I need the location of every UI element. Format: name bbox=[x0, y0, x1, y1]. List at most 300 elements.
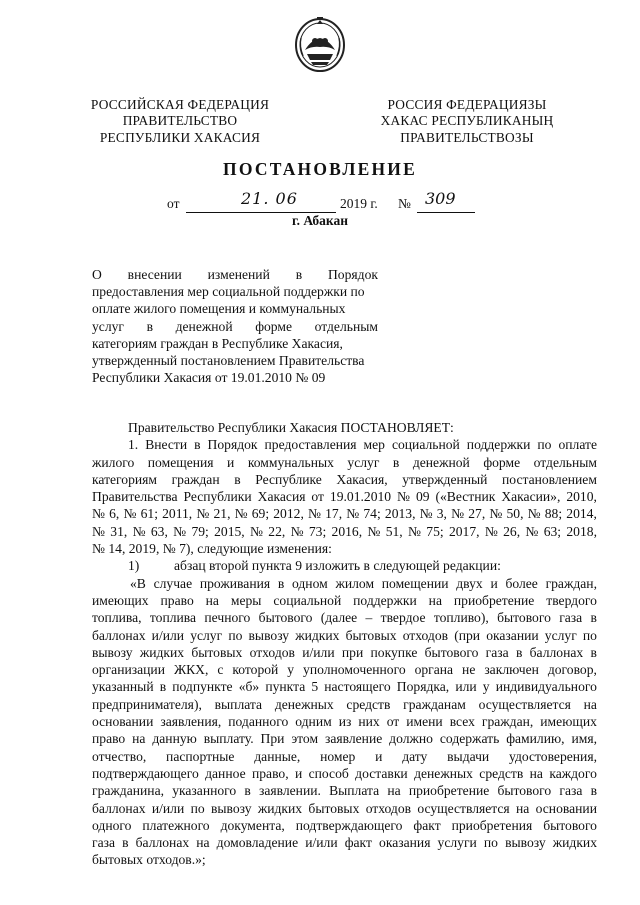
word: приобретения bbox=[451, 817, 533, 833]
header-left-line: РОССИЙСКАЯ ФЕДЕРАЦИЯ bbox=[90, 97, 270, 112]
word: данное bbox=[205, 765, 246, 781]
word: 21, bbox=[213, 506, 231, 522]
header-right-line: ХАКАС РЕСПУБЛИКАНЫҢ bbox=[380, 113, 554, 129]
word: право bbox=[160, 592, 194, 608]
word: твердое bbox=[380, 610, 426, 626]
word: помещении bbox=[381, 575, 449, 591]
word: на bbox=[387, 783, 401, 799]
word: одном bbox=[291, 575, 328, 591]
word: баллонах bbox=[92, 800, 146, 816]
word: выплату. bbox=[203, 731, 254, 747]
word: услуг bbox=[190, 627, 223, 643]
quote-line bbox=[92, 817, 597, 834]
word: бытового bbox=[543, 817, 597, 833]
subject-block bbox=[92, 266, 378, 386]
word: проживания bbox=[199, 575, 271, 591]
quote-line bbox=[92, 609, 597, 626]
word: оказания bbox=[379, 835, 431, 851]
subject-word: Порядок bbox=[327, 267, 378, 282]
word: 73; bbox=[308, 523, 327, 539]
quote-line bbox=[92, 834, 597, 851]
word: осуществляется bbox=[478, 696, 571, 712]
word: оплате bbox=[558, 437, 597, 453]
word: платежного bbox=[142, 817, 210, 833]
word: оказании bbox=[486, 627, 539, 643]
word: и bbox=[294, 765, 303, 781]
word: Республики bbox=[183, 489, 252, 505]
header-right-line: ПРАВИТЕЛЬСТВОЗЫ bbox=[400, 129, 534, 145]
word: приобретение bbox=[408, 783, 490, 799]
word: подпункте bbox=[172, 679, 233, 695]
word: социальной bbox=[273, 592, 342, 608]
word: договор, bbox=[547, 662, 597, 678]
word: вывозу bbox=[210, 800, 252, 816]
word: 63; bbox=[543, 523, 562, 539]
word: бытового bbox=[258, 610, 313, 626]
word: (при bbox=[454, 627, 481, 643]
word: по bbox=[483, 835, 498, 851]
word: топливо), bbox=[433, 610, 489, 626]
word: средств bbox=[479, 765, 524, 781]
coat-of-arms-emblem bbox=[293, 14, 347, 74]
word: и/или bbox=[151, 800, 185, 816]
word: № bbox=[484, 523, 498, 539]
item-number: 1) bbox=[128, 558, 140, 574]
word: вывозу bbox=[92, 644, 133, 660]
item-row bbox=[92, 557, 597, 574]
subject-line: предоставления мер социальной поддержки по bbox=[92, 284, 365, 300]
date-year: 2019 г. bbox=[340, 196, 378, 211]
word: паспортные bbox=[166, 748, 235, 764]
word: 19.01.2010 bbox=[329, 489, 392, 505]
word: в bbox=[194, 437, 201, 453]
word: жидких bbox=[139, 644, 185, 660]
word: основании bbox=[535, 800, 597, 816]
subject-word: форме bbox=[255, 318, 293, 334]
word: услуг bbox=[347, 454, 380, 470]
word: 27, bbox=[468, 506, 486, 522]
word: печного bbox=[204, 610, 251, 626]
word: этом bbox=[291, 731, 319, 747]
word: домовладение bbox=[216, 835, 299, 851]
word: услуг bbox=[544, 627, 577, 643]
word: в bbox=[234, 471, 241, 487]
subject-line bbox=[92, 266, 378, 283]
word: Республике bbox=[255, 471, 322, 487]
word: 61; bbox=[140, 506, 158, 522]
word: топлива, bbox=[92, 610, 142, 626]
word: «В bbox=[130, 575, 146, 591]
header-left-block bbox=[80, 97, 280, 146]
city-name: г. Абакан bbox=[291, 213, 349, 228]
word: и/или bbox=[302, 644, 335, 660]
word: Выплата bbox=[329, 783, 380, 799]
subject-word: изменений bbox=[207, 267, 270, 282]
word: гражданина, bbox=[92, 783, 165, 799]
word: содержать bbox=[439, 731, 500, 747]
paragraph-1-line bbox=[92, 471, 597, 488]
word: по bbox=[582, 627, 597, 643]
intro-line: Правительство Республики Хакасия ПОСТАНОВЛЯЕТ: bbox=[128, 420, 454, 435]
word: отходов bbox=[249, 644, 295, 660]
word: 17, bbox=[325, 506, 343, 522]
word: денежных bbox=[414, 765, 473, 781]
word: 63, bbox=[150, 523, 168, 539]
word: на bbox=[132, 731, 146, 747]
word: № bbox=[525, 523, 539, 539]
number-field bbox=[417, 189, 475, 213]
word: в bbox=[590, 783, 597, 799]
word: одного bbox=[92, 817, 132, 833]
word: по bbox=[537, 437, 552, 453]
word: по bbox=[190, 800, 205, 816]
word: в bbox=[590, 610, 597, 626]
word: Хакасии», bbox=[501, 489, 561, 505]
header-right-block bbox=[372, 97, 562, 146]
word: в bbox=[590, 644, 597, 660]
word: основании bbox=[92, 714, 154, 730]
word: имеющих bbox=[540, 714, 597, 730]
word: каждого bbox=[549, 765, 597, 781]
word: 3, bbox=[436, 506, 447, 522]
word: данную bbox=[152, 731, 197, 747]
word: 31, bbox=[110, 523, 128, 539]
quote-line bbox=[92, 592, 597, 609]
word: по bbox=[228, 627, 243, 643]
word: заявлении. bbox=[258, 783, 321, 799]
word: имя, bbox=[571, 731, 597, 747]
paragraph-1-line bbox=[92, 454, 597, 471]
word: заявление bbox=[324, 731, 383, 747]
subject-word: внесении bbox=[127, 267, 182, 282]
word: дату bbox=[402, 748, 428, 764]
word: органа bbox=[414, 662, 454, 678]
quote-line bbox=[92, 748, 597, 765]
subject-line: Республики Хакасия от 19.01.2010 № 09 bbox=[92, 370, 326, 386]
word: осуществляется bbox=[417, 800, 510, 816]
word: бытовых bbox=[191, 644, 243, 660]
word: факт bbox=[413, 817, 441, 833]
word: баллонах bbox=[529, 644, 584, 660]
word: № bbox=[290, 523, 304, 539]
word: № bbox=[132, 523, 146, 539]
word: № bbox=[367, 523, 381, 539]
word: от bbox=[386, 714, 400, 730]
word: 51, bbox=[385, 523, 403, 539]
item-text: абзац второй пункта 9 изложить в следующей редакции: bbox=[174, 558, 501, 574]
word: бытовых bbox=[345, 627, 397, 643]
paragraph-1-line bbox=[92, 540, 597, 557]
quote-line bbox=[92, 696, 597, 713]
word: жидких bbox=[257, 800, 303, 816]
word: жидких bbox=[552, 835, 597, 851]
word: которой bbox=[232, 662, 279, 678]
word: отходов bbox=[365, 800, 412, 816]
word: предпринимателя), bbox=[92, 696, 202, 712]
word: 2015, bbox=[214, 523, 245, 539]
word: у bbox=[482, 679, 490, 695]
word: Порядка, bbox=[396, 679, 450, 695]
word: указанный bbox=[92, 679, 154, 695]
paragraph-1-line bbox=[92, 523, 597, 540]
word: 79; bbox=[191, 523, 209, 539]
word: случае bbox=[153, 575, 193, 591]
word: 88; bbox=[544, 506, 563, 522]
word: № bbox=[123, 506, 137, 522]
word: коммунальных bbox=[247, 454, 334, 470]
word: вывозу bbox=[505, 835, 546, 851]
word: покупке bbox=[370, 644, 418, 660]
word: на bbox=[205, 592, 219, 608]
word: не bbox=[462, 662, 476, 678]
word: Внести bbox=[145, 437, 188, 453]
word: № bbox=[489, 506, 503, 522]
word: 2016, bbox=[331, 523, 363, 539]
word: в bbox=[392, 454, 400, 470]
word: более bbox=[505, 575, 538, 591]
word: с bbox=[217, 662, 224, 678]
word: имеющих bbox=[92, 592, 149, 608]
word: 50, bbox=[506, 506, 524, 522]
word: № bbox=[307, 506, 321, 522]
subject-word: в bbox=[146, 318, 154, 334]
word: постановлением bbox=[502, 471, 597, 487]
word: граждан, bbox=[481, 714, 534, 730]
word: номер bbox=[320, 748, 356, 764]
word: в bbox=[244, 783, 251, 799]
word: 2017, bbox=[448, 523, 480, 539]
document-title: ПОСТАНОВЛЕНИЕ bbox=[223, 159, 417, 179]
date-field bbox=[186, 189, 336, 213]
word: у bbox=[287, 662, 295, 678]
word: № bbox=[397, 489, 410, 505]
quote-line bbox=[92, 661, 597, 678]
word: на bbox=[583, 696, 597, 712]
word: поддержки bbox=[353, 592, 417, 608]
word: денежной bbox=[412, 454, 470, 470]
word: 2018, bbox=[566, 523, 597, 539]
word: заявления, bbox=[160, 714, 222, 730]
quote-line bbox=[92, 575, 597, 592]
word: 6, bbox=[109, 506, 120, 522]
word: доставки bbox=[355, 765, 408, 781]
word: помещения bbox=[147, 454, 214, 470]
word: бытовых bbox=[308, 800, 360, 816]
subject-word: услуг bbox=[92, 318, 124, 334]
word: факт bbox=[344, 835, 372, 851]
word: При bbox=[260, 731, 285, 747]
word: газа bbox=[485, 644, 509, 660]
paragraph-1 bbox=[92, 436, 597, 557]
word: («Вестник bbox=[435, 489, 496, 505]
word: 2014, bbox=[566, 506, 597, 522]
word: № bbox=[173, 523, 187, 539]
subject-word: в bbox=[295, 267, 303, 282]
word: жилого bbox=[92, 454, 135, 470]
word: подтверждающего bbox=[295, 817, 403, 833]
line-text: бытовых отходов.»; bbox=[92, 852, 206, 868]
word: 74; bbox=[363, 506, 381, 522]
word: бытового bbox=[497, 783, 552, 799]
quote-line bbox=[92, 800, 597, 817]
word: № bbox=[419, 506, 433, 522]
word: № bbox=[92, 506, 105, 522]
date-handwritten: 21. 06 bbox=[241, 189, 298, 208]
header-left-line: РЕСПУБЛИКИ ХАКАСИЯ bbox=[99, 129, 261, 145]
subject-word: денежной bbox=[175, 318, 233, 334]
word: из bbox=[338, 714, 352, 730]
word: способ bbox=[308, 765, 349, 781]
word: утвержденный bbox=[402, 471, 488, 487]
word: настоящего bbox=[324, 679, 391, 695]
subject-word: О bbox=[92, 267, 102, 282]
number-handwritten: 309 bbox=[425, 189, 456, 208]
paragraph-1-line bbox=[92, 505, 597, 522]
word: подтверждающего bbox=[92, 765, 199, 781]
word: № bbox=[527, 506, 541, 522]
word: или bbox=[455, 679, 477, 695]
word: организации bbox=[92, 662, 165, 678]
word: граждан, bbox=[545, 575, 597, 591]
word: всех bbox=[449, 714, 475, 730]
word: 22, bbox=[268, 523, 286, 539]
word: 5 bbox=[311, 679, 319, 695]
word: выдачи bbox=[447, 748, 490, 764]
word: одним bbox=[295, 714, 332, 730]
word: 26, bbox=[503, 523, 521, 539]
word: бытового bbox=[497, 610, 551, 626]
word: на bbox=[428, 592, 442, 608]
subject-line bbox=[92, 318, 378, 335]
subject-line: категориям граждан в Республике Хакасия, bbox=[92, 335, 343, 351]
word: 75; bbox=[426, 523, 444, 539]
word: категориям bbox=[92, 471, 158, 487]
subject-line: оплате жилого помещения и коммунальных bbox=[92, 301, 346, 317]
word: 69; bbox=[251, 506, 270, 522]
subject-word: отдельным bbox=[314, 318, 378, 334]
word: 09 bbox=[415, 489, 430, 505]
word: поданного bbox=[228, 714, 289, 730]
word: и bbox=[375, 748, 383, 764]
quote-line bbox=[92, 851, 597, 868]
word: ЖКХ, bbox=[173, 662, 209, 678]
word: услуги bbox=[437, 835, 477, 851]
word: 2012, bbox=[273, 506, 304, 522]
word: 2010, bbox=[566, 489, 597, 505]
word: меры bbox=[230, 592, 262, 608]
word: пункта bbox=[265, 679, 306, 695]
word: Хакасия bbox=[257, 489, 306, 505]
word: фамилию, bbox=[506, 731, 565, 747]
word: документа, bbox=[220, 817, 285, 833]
quote-line bbox=[92, 782, 597, 799]
word: № bbox=[196, 506, 210, 522]
word: отходов bbox=[402, 627, 449, 643]
word: приобретение bbox=[453, 592, 535, 608]
word: № bbox=[408, 523, 421, 539]
word: индивидуального bbox=[495, 679, 597, 695]
word: газа bbox=[92, 835, 116, 851]
header-right-line: РОССИЯ ФЕДЕРАЦИЯЗЫ bbox=[387, 97, 547, 112]
word: жилом bbox=[335, 575, 375, 591]
word: при bbox=[341, 644, 364, 660]
header-left-line: ПРАВИТЕЛЬСТВО bbox=[122, 113, 238, 129]
word: (далее bbox=[320, 610, 358, 626]
word: форме bbox=[483, 454, 521, 470]
word: баллонах bbox=[92, 627, 146, 643]
quote-line bbox=[92, 713, 597, 730]
word: и bbox=[490, 575, 498, 591]
word: данные, bbox=[254, 748, 301, 764]
word: отдельным bbox=[533, 454, 597, 470]
word: и bbox=[227, 454, 235, 470]
word: твердого bbox=[546, 592, 597, 608]
word: заключен bbox=[484, 662, 539, 678]
word: отчество, bbox=[92, 748, 147, 764]
word: гражданам bbox=[403, 696, 466, 712]
body-text bbox=[92, 419, 597, 869]
word: Хакасия, bbox=[336, 471, 388, 487]
word: указанного bbox=[172, 783, 237, 799]
word: № bbox=[451, 506, 465, 522]
date-prefix: от bbox=[167, 196, 180, 211]
word: в bbox=[159, 679, 167, 695]
word: Порядок bbox=[207, 437, 258, 453]
paragraph-1-line bbox=[92, 436, 597, 453]
word: в bbox=[515, 644, 523, 660]
word: двух bbox=[456, 575, 483, 591]
word: от bbox=[311, 489, 324, 505]
word: топлива bbox=[149, 610, 197, 626]
word: и/или bbox=[151, 627, 185, 643]
word: газа bbox=[559, 783, 583, 799]
word: предоставления bbox=[264, 437, 357, 453]
word: 2011, bbox=[162, 506, 193, 522]
line-text: № 14, 2019, № 7), следующие изменения: bbox=[92, 541, 332, 557]
paragraph-1-line bbox=[92, 488, 597, 505]
quote-line bbox=[92, 627, 597, 644]
quote-line bbox=[92, 765, 597, 782]
word: № bbox=[92, 523, 105, 539]
word: 1. bbox=[128, 437, 139, 453]
word: удостоверения, bbox=[509, 748, 597, 764]
word: № bbox=[234, 506, 248, 522]
word: вывозу bbox=[248, 627, 290, 643]
word: жидких bbox=[295, 627, 340, 643]
word: имени bbox=[406, 714, 443, 730]
quote-line bbox=[92, 644, 597, 661]
word: средств bbox=[346, 696, 391, 712]
word: граждан bbox=[171, 471, 220, 487]
word: на bbox=[529, 765, 543, 781]
word: на bbox=[196, 835, 210, 851]
subject-line: утвержденный постановлением Правительства bbox=[92, 353, 365, 369]
word: 2013, bbox=[384, 506, 416, 522]
number-sign: № bbox=[398, 196, 411, 211]
word: уполномоченного bbox=[303, 662, 406, 678]
word: выплата bbox=[214, 696, 263, 712]
word: в bbox=[277, 575, 285, 591]
word: газа bbox=[559, 610, 583, 626]
word: социальной bbox=[391, 437, 460, 453]
word: должно bbox=[389, 731, 433, 747]
word: – bbox=[365, 610, 373, 626]
quote-line bbox=[92, 678, 597, 695]
word: № bbox=[250, 523, 263, 539]
quote-line bbox=[92, 730, 597, 747]
word: на bbox=[516, 800, 530, 816]
word: Правительства bbox=[92, 489, 178, 505]
